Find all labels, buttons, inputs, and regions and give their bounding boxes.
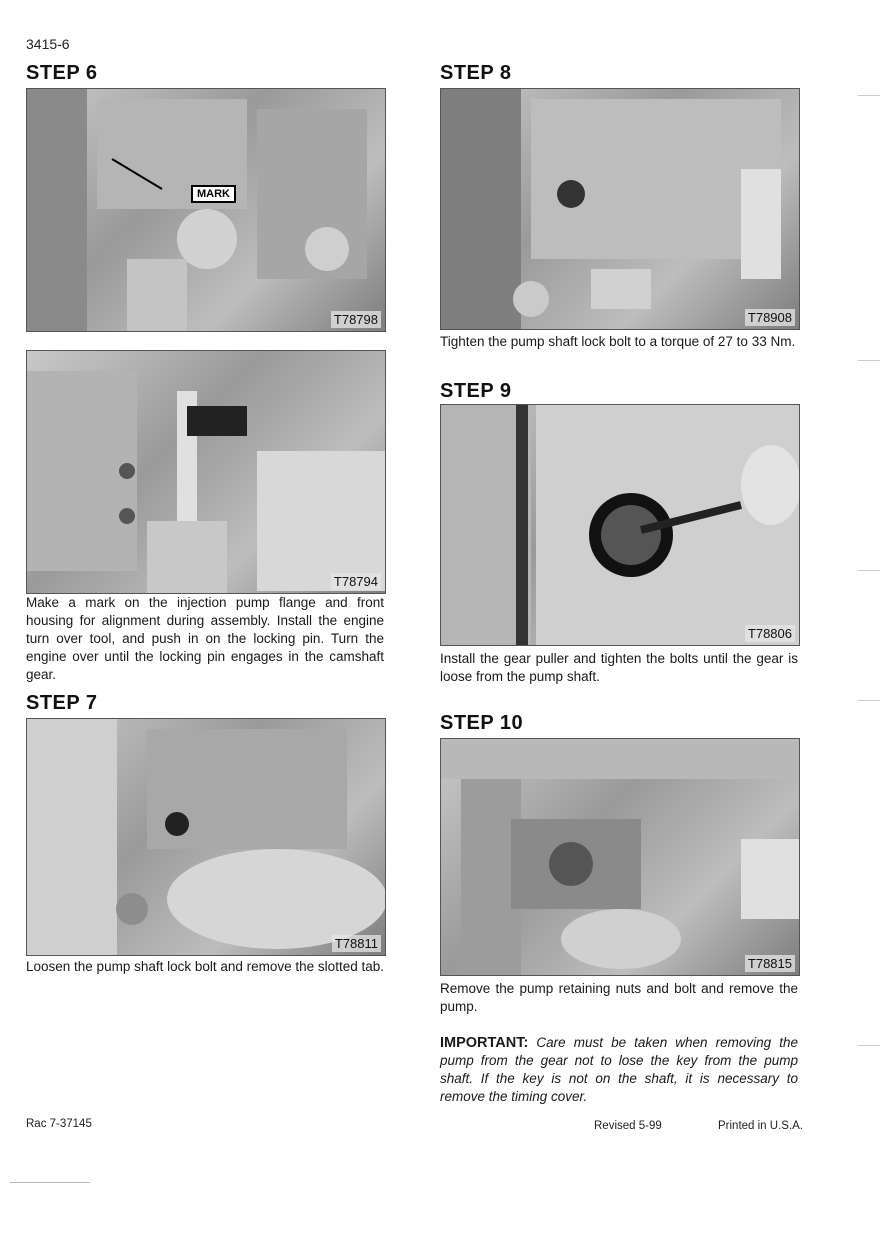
photo-code: T78815: [745, 955, 795, 972]
footer-printed: Printed in U.S.A.: [718, 1120, 804, 1132]
step-10-caption: Remove the pump retaining nuts and bolt and remove the pump.: [440, 981, 798, 1014]
mark-label: MARK: [191, 185, 236, 203]
engine-illustration: [441, 405, 799, 645]
step-6-heading: STEP 6: [26, 62, 98, 84]
step-8-heading: STEP 8: [440, 62, 512, 84]
scan-edge-mark: [858, 570, 880, 571]
step-9-photo: [440, 404, 800, 646]
step-6-photo-2: [26, 350, 386, 594]
important-label: IMPORTANT:: [440, 1035, 529, 1051]
scan-edge-mark: [858, 360, 880, 361]
photo-code: T78811: [332, 935, 381, 952]
photo-code: T78908: [745, 309, 795, 326]
step-6-caption: Make a mark on the injection pump flange and front housing for alignment during assembly. Install the engine turn over tool, and push in on the locking pin. Turn the engine over until the locking pin engages in the camshaft gear.: [26, 595, 384, 682]
step-6-photo-1: [26, 88, 386, 332]
step-10-photo: [440, 738, 800, 976]
step-8-photo: [440, 88, 800, 330]
photo-code: T78806: [745, 625, 795, 642]
step-9-caption: Install the gear puller and tighten the bolts until the gear is loose from the pump shaft.: [440, 651, 798, 684]
scan-edge-mark: [858, 700, 880, 701]
important-note: [440, 1034, 798, 1106]
footer-document-number: Rac 7-37145: [26, 1118, 92, 1130]
engine-illustration: [27, 719, 385, 955]
step-7-caption: Loosen the pump shaft lock bolt and remove the slotted tab.: [26, 959, 384, 974]
engine-illustration: [441, 739, 799, 975]
engine-illustration: [441, 89, 799, 329]
scan-edge-mark: [858, 1045, 880, 1046]
photo-code: T78798: [331, 311, 381, 328]
step-7-photo: [26, 718, 386, 956]
scan-edge-mark: [10, 1182, 90, 1183]
photo-code: T78794: [331, 573, 381, 590]
footer-revised: Revised 5-99: [594, 1120, 662, 1132]
step-7-heading: STEP 7: [26, 692, 98, 714]
engine-illustration: [27, 89, 385, 331]
step-8-caption: Tighten the pump shaft lock bolt to a torque of 27 to 33 Nm.: [440, 334, 796, 349]
page-number: 3415-6: [26, 36, 70, 52]
step-9-heading: STEP 9: [440, 380, 512, 402]
scan-edge-mark: [858, 95, 880, 96]
step-10-heading: STEP 10: [440, 712, 524, 734]
engine-illustration: [27, 351, 385, 593]
important-body: Care must be taken when removing the pump from the gear not to lose the key from the pump shaft. If the key is not on the shaft, it is necessary to remove the timing cover.: [440, 1035, 798, 1104]
